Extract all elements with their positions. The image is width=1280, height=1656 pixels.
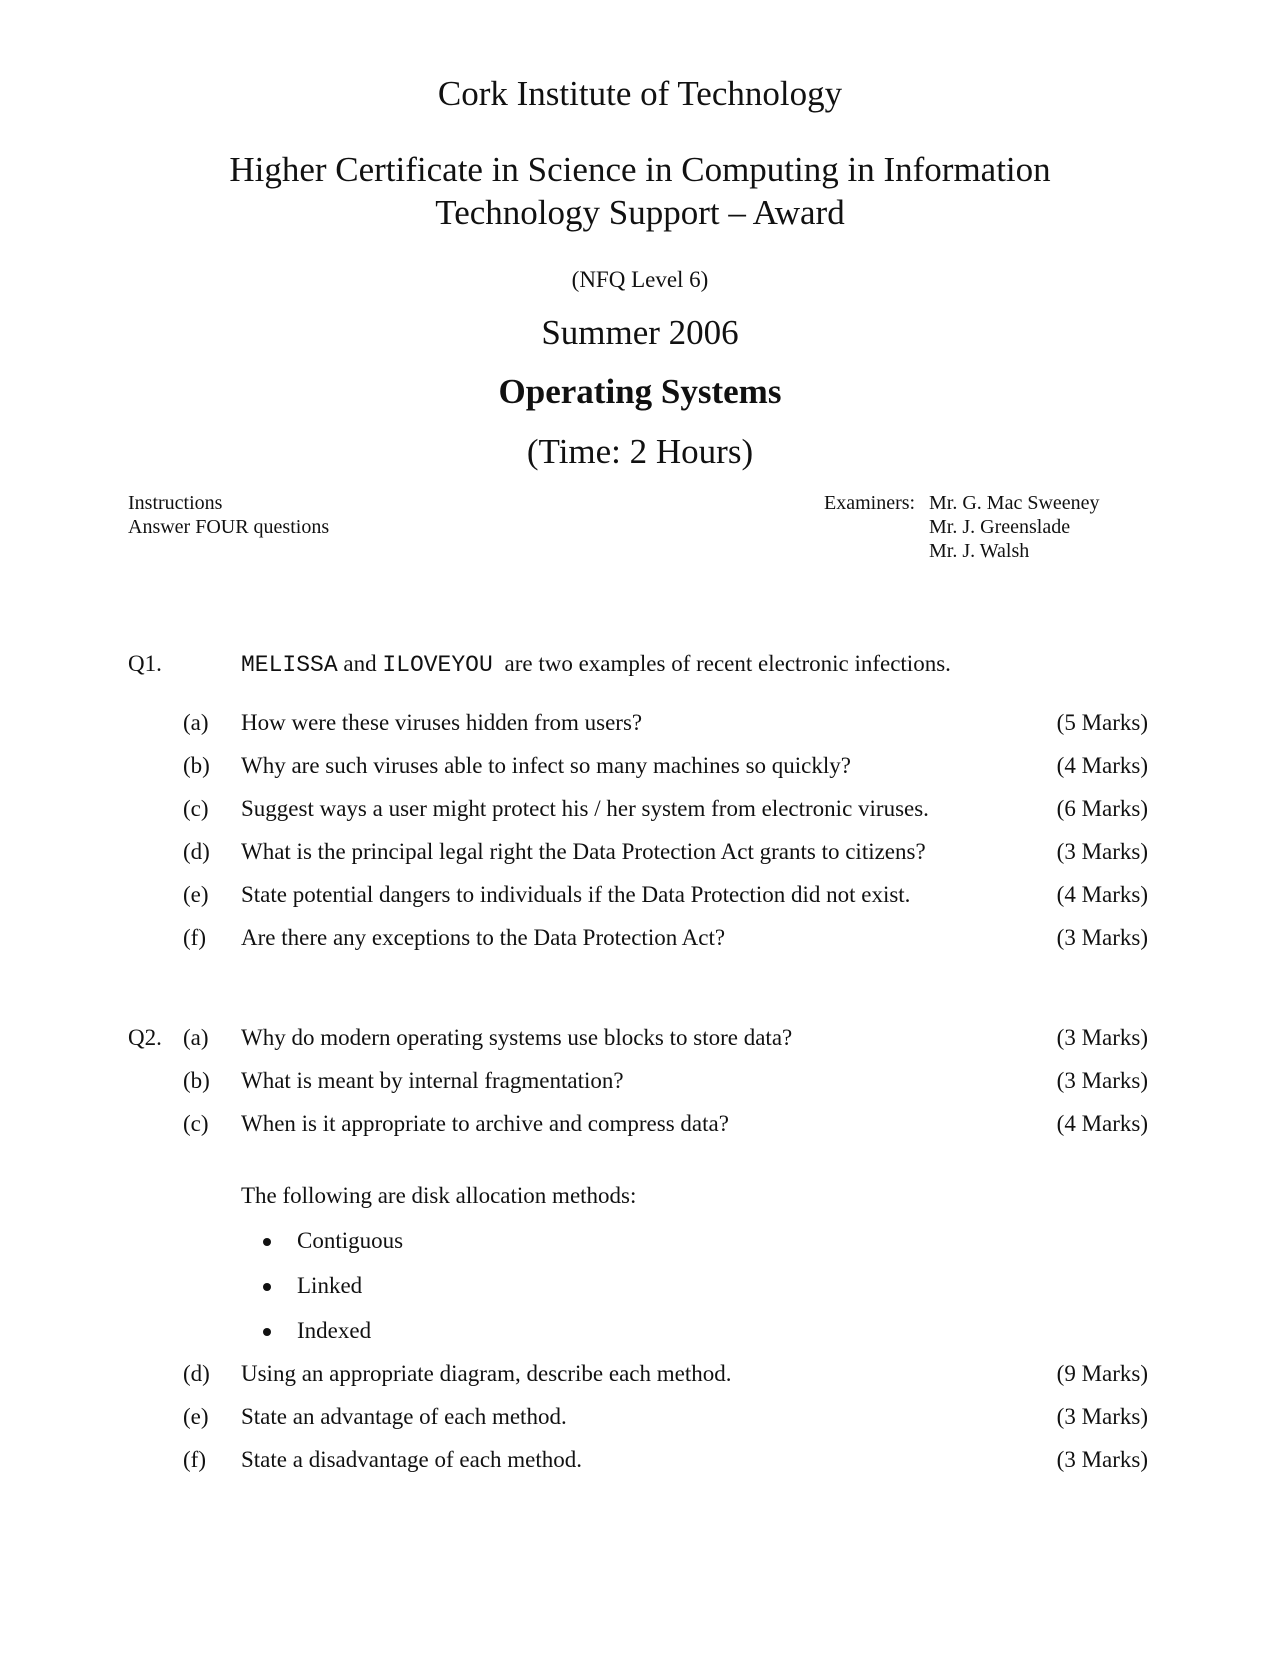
part-text: How were these viruses hidden from users? [241, 710, 643, 735]
part-label: (c) [183, 796, 209, 821]
part-marks: (3 Marks) [1056, 839, 1148, 864]
bullet-icon [263, 1238, 271, 1246]
method-item: Linked [297, 1273, 363, 1298]
part-marks: (6 Marks) [1056, 796, 1148, 821]
instructions-text: Answer FOUR questions [128, 516, 330, 538]
part-label: (a) [183, 710, 209, 735]
bullet-icon [263, 1328, 271, 1336]
part-marks: (5 Marks) [1056, 710, 1148, 735]
part-label: (e) [183, 882, 209, 907]
subject-title: Operating Systems [498, 372, 782, 411]
intro-text: are two examples of recent electronic infections. [504, 651, 951, 676]
part-text: State an advantage of each method. [241, 1404, 567, 1429]
examiner-name: Mr. G. Mac Sweeney [929, 492, 1100, 514]
part-text: Why are such viruses able to infect so many machines so quickly? [241, 753, 851, 778]
part-marks: (3 Marks) [1056, 1447, 1148, 1472]
part-text: Are there any exceptions to the Data Protection Act? [241, 925, 726, 950]
question-number: Q1. [128, 651, 162, 676]
part-label: (d) [183, 839, 210, 864]
part-label: (c) [183, 1111, 209, 1136]
nfq-level: (NFQ Level 6) [571, 267, 709, 292]
instructions-heading: Instructions [128, 492, 223, 514]
part-text: What is the principal legal right the Data Protection Act grants to citizens? [241, 839, 926, 864]
part-text: State a disadvantage of each method. [241, 1447, 583, 1472]
part-text: Suggest ways a user might protect his / her system from electronic viruses. [241, 796, 929, 821]
part-marks: (3 Marks) [1056, 1404, 1148, 1429]
bullet-icon [263, 1283, 271, 1291]
part-text: What is meant by internal fragmentation? [241, 1068, 624, 1093]
exam-duration: (Time: 2 Hours) [526, 432, 754, 471]
examiner-name: Mr. J. Walsh [929, 540, 1030, 562]
part-text: When is it appropriate to archive and compress data? [241, 1111, 729, 1136]
part-marks: (9 Marks) [1056, 1361, 1148, 1386]
exam-session: Summer 2006 [541, 313, 739, 352]
examiners-label: Examiners: [824, 492, 916, 514]
part-marks: (3 Marks) [1056, 1068, 1148, 1093]
part-marks: (4 Marks) [1056, 882, 1148, 907]
programme-line-1: Higher Certificate in Science in Computing in Information [229, 150, 1051, 189]
method-item: Contiguous [297, 1228, 404, 1253]
part-text: State potential dangers to individuals if the Data Protection did not exist. [241, 882, 911, 907]
methods-intro: The following are disk allocation methods: [241, 1183, 637, 1208]
part-marks: (3 Marks) [1056, 925, 1148, 950]
question-number: Q2. [128, 1025, 162, 1050]
part-label: (f) [183, 1447, 206, 1472]
part-label: (b) [183, 753, 210, 778]
part-label: (d) [183, 1361, 210, 1386]
virus-name: ILOVEYOU [382, 652, 493, 678]
part-label: (e) [183, 1404, 209, 1429]
examiner-name: Mr. J. Greenslade [929, 516, 1071, 538]
virus-name: MELISSA [241, 652, 338, 678]
intro-conjunction: and [343, 651, 377, 676]
part-text: Why do modern operating systems use blocks to store data? [241, 1025, 793, 1050]
part-label: (a) [183, 1025, 209, 1050]
part-marks: (4 Marks) [1056, 753, 1148, 778]
part-marks: (3 Marks) [1056, 1025, 1148, 1050]
programme-line-2: Technology Support – Award [435, 193, 845, 232]
institution-title: Cork Institute of Technology [437, 74, 843, 113]
question-intro [241, 651, 951, 678]
part-label: (b) [183, 1068, 210, 1093]
method-item: Indexed [297, 1318, 372, 1343]
part-text: Using an appropriate diagram, describe each method. [241, 1361, 732, 1386]
part-marks: (4 Marks) [1056, 1111, 1148, 1136]
part-label: (f) [183, 925, 206, 950]
